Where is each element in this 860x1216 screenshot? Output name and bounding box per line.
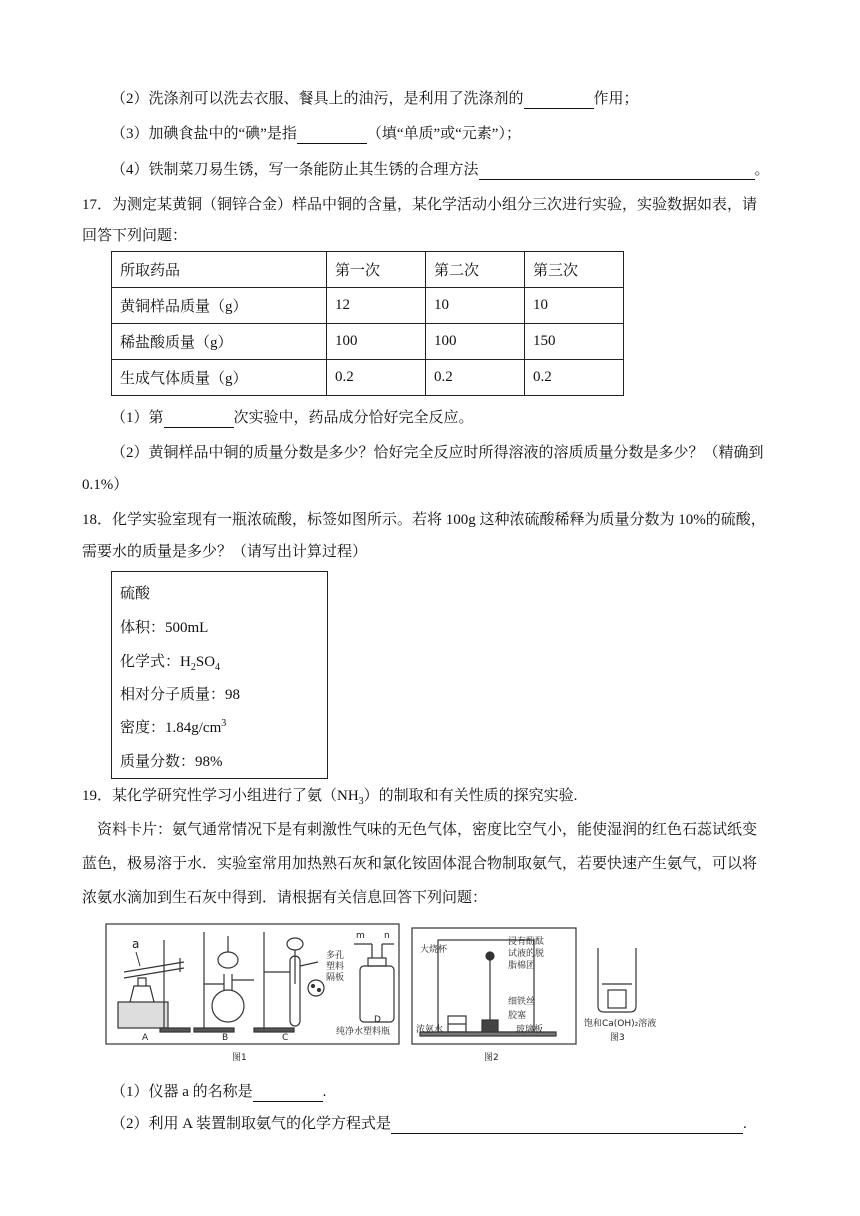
q19-sub1 xyxy=(111,1082,326,1102)
q19-stem-tail: ）的制取和有关性质的探究实验. xyxy=(363,788,578,804)
fig3-caption: 图3 xyxy=(610,1033,625,1043)
apparatus-c-icon xyxy=(254,932,324,1032)
fig1-label-B: B xyxy=(222,1033,229,1043)
q16-part2-text: （2）洗涤剂可以洗去衣服、餐具上的油污，是利用了洗涤剂的 xyxy=(111,91,524,107)
table-cell: 黄铜样品质量（g） xyxy=(112,288,327,324)
table-header-cell: 第一次 xyxy=(327,252,426,288)
table-cell: 0.2 xyxy=(525,360,624,396)
formula-sub-4: 4 xyxy=(215,662,221,673)
q17-stem-line2: 回答下列问题： xyxy=(82,228,188,244)
q16-part2-tail: 作用； xyxy=(593,91,639,107)
q16-part4 xyxy=(111,160,770,180)
density-exponent: 3 xyxy=(221,718,227,729)
table-cell: 150 xyxy=(525,324,624,360)
q19-sub2 xyxy=(111,1114,747,1134)
acid-label-box xyxy=(111,571,328,779)
formula-so: SO xyxy=(195,654,216,670)
table-cell: 100 xyxy=(426,324,525,360)
label-mass-fraction: 质量分数：98% xyxy=(120,754,223,770)
pointer-line xyxy=(136,952,140,966)
answer-blank[interactable] xyxy=(524,92,594,109)
table-cell: 12 xyxy=(327,288,426,324)
label-formula-prefix: 化学式： xyxy=(120,654,181,670)
formula-sub-2: 2 xyxy=(190,662,196,673)
fig3-solution-label: 饱和Ca(OH)₂溶液 xyxy=(584,1019,657,1029)
q17-data-table xyxy=(111,251,624,396)
label-formula xyxy=(120,650,220,673)
table-header-cell: 第二次 xyxy=(426,252,525,288)
fig1-label-n: n xyxy=(384,931,390,941)
q18-stem-line1: 18．化学实验室现有一瓶浓硫酸，标签如图所示。若将 100g 这种浓硫酸稀释为质量分数为 10%的硫酸， xyxy=(82,512,766,528)
label-volume: 体积：500mL xyxy=(120,620,209,636)
fig2-caption: 图2 xyxy=(484,1053,499,1063)
fig2-ammonia-label: 浓氨水 xyxy=(416,1025,444,1035)
answer-blank[interactable] xyxy=(297,127,367,144)
q19-stem xyxy=(82,786,577,812)
fig1-label-a: a xyxy=(132,937,140,951)
table-header-cell: 所取药品 xyxy=(112,252,327,288)
q16-part3-tail: （填“单质”或“元素”）； xyxy=(366,126,521,142)
answer-blank[interactable] xyxy=(391,1117,743,1134)
q17-sub1-tail: 次实验中，药品成分恰好完全反应。 xyxy=(233,410,474,426)
table-row xyxy=(112,324,624,360)
beaker-icon xyxy=(598,948,636,1012)
apparatus-figure xyxy=(104,922,664,1064)
fig1-plate-label: 多孔 xyxy=(326,951,345,961)
q17-sub1 xyxy=(111,408,474,428)
table-cell: 100 xyxy=(327,324,426,360)
formula-h: H xyxy=(180,654,191,670)
q19-stem-text: 19．某化学研究性学习小组进行了氨（NH xyxy=(82,788,359,804)
table-cell: 10 xyxy=(426,288,525,324)
table-row xyxy=(112,360,624,396)
q16-part2 xyxy=(111,89,639,109)
q17-sub1-text: （1）第 xyxy=(111,410,164,426)
apparatus-a-icon xyxy=(118,940,190,1032)
q19-sub2-text: （2）利用 A 装置制取氨气的化学方程式是 xyxy=(111,1116,392,1132)
table-cell: 稀盐酸质量（g） xyxy=(112,324,327,360)
label-density-text: 密度：1.84g/cm xyxy=(120,720,222,736)
q16-part3-text: （3）加碘食盐中的“碘”是指 xyxy=(111,126,297,142)
fig2-plug-label: 胶塞 xyxy=(508,1011,527,1021)
apparatus-b-icon xyxy=(194,932,254,1032)
answer-blank[interactable] xyxy=(253,1085,323,1102)
fig1-label-C: C xyxy=(282,1033,289,1043)
fig2-beaker-label: 大烧杯 xyxy=(420,945,448,955)
q16-part4-text: （4）铁制菜刀易生锈，写一条能防止其生锈的合理方法 xyxy=(111,162,479,178)
q19-info-line1: 资料卡片：氨气通常情况下是有刺激性气味的无色气体，密度比空气小，能使湿润的红色石蕊试纸变 xyxy=(97,822,758,838)
table-header-cell: 第三次 xyxy=(525,252,624,288)
fig2-cotton-label: 浸有酚酞 xyxy=(508,937,545,947)
q18-stem-line2: 需要水的质量是多少？（请写出计算过程） xyxy=(82,544,368,560)
label-density xyxy=(120,716,226,737)
table-cell: 0.2 xyxy=(426,360,525,396)
q19-stem-sub: 3 xyxy=(358,796,364,807)
table-header-row xyxy=(112,252,624,288)
table-row xyxy=(112,288,624,324)
fig1-plate-label: 塑料 xyxy=(326,962,345,972)
fig2-cotton-label: 试液的脱 xyxy=(508,949,545,959)
label-molar-mass: 相对分子质量：98 xyxy=(120,687,241,703)
fig2-wire-label: 细铁丝 xyxy=(508,997,536,1007)
q16-part4-tail: 。 xyxy=(754,162,770,178)
fig2-cotton-label: 脂棉团 xyxy=(508,961,536,971)
fig2-glass-label: 玻璃板 xyxy=(516,1025,544,1035)
apparatus-d-icon xyxy=(354,944,394,1022)
fig1-bottle-label: 纯净水塑料瓶 xyxy=(336,1027,391,1037)
q17-stem-line1: 17．为测定某黄铜（铜锌合金）样品中铜的含量，某化学活动小组分三次进行实验，实验数据如表，请 xyxy=(82,197,758,213)
table-cell: 生成气体质量（g） xyxy=(112,360,327,396)
label-name: 硫酸 xyxy=(120,586,151,602)
q19-sub2-tail: . xyxy=(743,1116,747,1132)
q19-sub1-text: （1）仪器 a 的名称是 xyxy=(111,1084,253,1100)
table-cell: 10 xyxy=(525,288,624,324)
fig1-label-A: A xyxy=(142,1033,149,1043)
answer-blank[interactable] xyxy=(479,163,755,180)
fig1-plate-label: 隔板 xyxy=(326,973,345,983)
q19-info-line2: 蓝色，极易溶于水．实验室常用加热熟石灰和氯化铵固体混合物制取氨气，若要快速产生氨气，可以将 xyxy=(82,856,758,872)
q17-sub2-line1: （2）黄铜样品中铜的质量分数是多少？恰好完全反应时所得溶液的溶质质量分数是多少？（精确到 xyxy=(111,445,764,461)
table-cell: 0.2 xyxy=(327,360,426,396)
q19-sub1-tail: . xyxy=(322,1084,327,1100)
answer-blank[interactable] xyxy=(164,411,234,428)
q17-sub2-line2: 0.1%） xyxy=(82,477,129,493)
fig1-label-m: m xyxy=(356,931,365,941)
fig1-label-D: D xyxy=(374,1015,381,1025)
q16-part3 xyxy=(111,124,521,144)
fig1-caption: 图1 xyxy=(232,1053,247,1063)
q19-info-line3: 浓氨水滴加到生石灰中得到．请根据有关信息回答下列问题： xyxy=(82,890,488,906)
